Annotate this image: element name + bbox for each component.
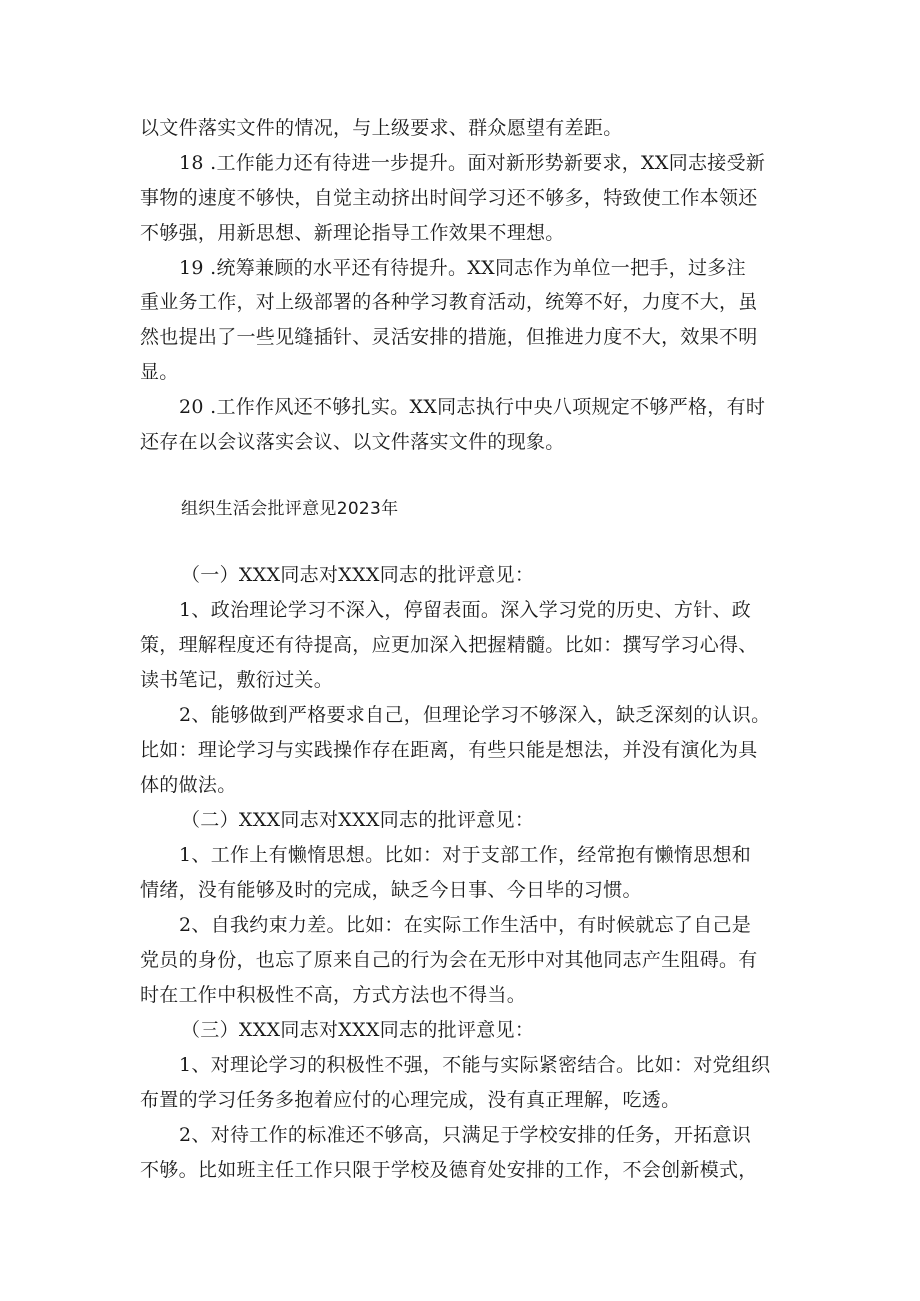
text-line: 读书笔记，敷衍过关。 <box>140 669 334 691</box>
paragraph-start: 2、能够做到严格要求自己，但理论学习不够深入，缺乏深刻的认识。 <box>179 704 771 726</box>
subsection-heading-2: （二）XXX同志对XXX同志的批评意见： <box>181 809 535 831</box>
paragraph-start: 1、工作上有懒惰思想。比如：对于支部工作，经常抱有懒惰思想和 <box>179 844 752 866</box>
text-line: 然也提出了一些见缝插针、灵活安排的措施，但推进力度不大，效果不明 <box>140 326 758 348</box>
text-line: 比如：理论学习与实践操作存在距离，有些只能是想法，并没有演化为具 <box>140 739 758 761</box>
text-line: 党员的身份，也忘了原来自己的行为会在无形中对其他同志产生阻碍。有 <box>140 949 758 971</box>
paragraph-start: 1、政治理论学习不深入，停留表面。深入学习党的历史、方针、政 <box>179 599 752 621</box>
text-line: 布置的学习任务多抱着应付的心理完成，没有真正理解，吃透。 <box>140 1089 681 1111</box>
subsection-heading-3: （三）XXX同志对XXX同志的批评意见： <box>181 1019 535 1041</box>
text-line: 体的做法。 <box>140 774 237 796</box>
section-title: 组织生活会批评意见2023年 <box>181 499 399 519</box>
paragraph-19-start: 19 .统筹兼顾的水平还有待提升。XX同志作为单位一把手，过多注 <box>179 257 746 279</box>
text-line: 显。 <box>140 361 179 383</box>
paragraph-start: 1、对理论学习的积极性不强，不能与实际紧密结合。比如：对党组织 <box>179 1054 771 1076</box>
text-line: 策，理解程度还有待提高，应更加深入把握精髓。比如：撰写学习心得、 <box>140 634 758 656</box>
paragraph-start: 2、对待工作的标准还不够高，只满足于学校安排的任务，开拓意识 <box>179 1124 752 1146</box>
paragraph-20-start: 20 .工作作风还不够扎实。XX同志执行中央八项规定不够严格，有时 <box>179 396 766 418</box>
text-line: 不够。比如班主任工作只限于学校及德育处安排的工作，不会创新模式， <box>140 1159 758 1181</box>
text-line: 时在工作中积极性不高，方式方法也不得当。 <box>140 984 527 1006</box>
paragraph-start: 2、自我约束力差。比如：在实际工作生活中，有时候就忘了自己是 <box>179 914 752 936</box>
paragraph-18-start: 18 .工作能力还有待进一步提升。面对新形势新要求，XX同志接受新 <box>179 152 766 174</box>
text-line: 以文件落实文件的情况，与上级要求、群众愿望有差距。 <box>140 117 623 139</box>
subsection-heading-1: （一）XXX同志对XXX同志的批评意见： <box>181 564 535 586</box>
text-line: 事物的速度不够快，自觉主动挤出时间学习还不够多，特致使工作本领还 <box>140 187 758 209</box>
text-line: 还存在以会议落实会议、以文件落实文件的现象。 <box>140 431 565 453</box>
text-line: 重业务工作，对上级部署的各种学习教育活动，统筹不好，力度不大，虽 <box>140 291 758 313</box>
text-line: 不够强，用新思想、新理论指导工作效果不理想。 <box>140 222 565 244</box>
text-line: 情绪，没有能够及时的完成，缺乏今日事、今日毕的习惯。 <box>140 879 642 901</box>
